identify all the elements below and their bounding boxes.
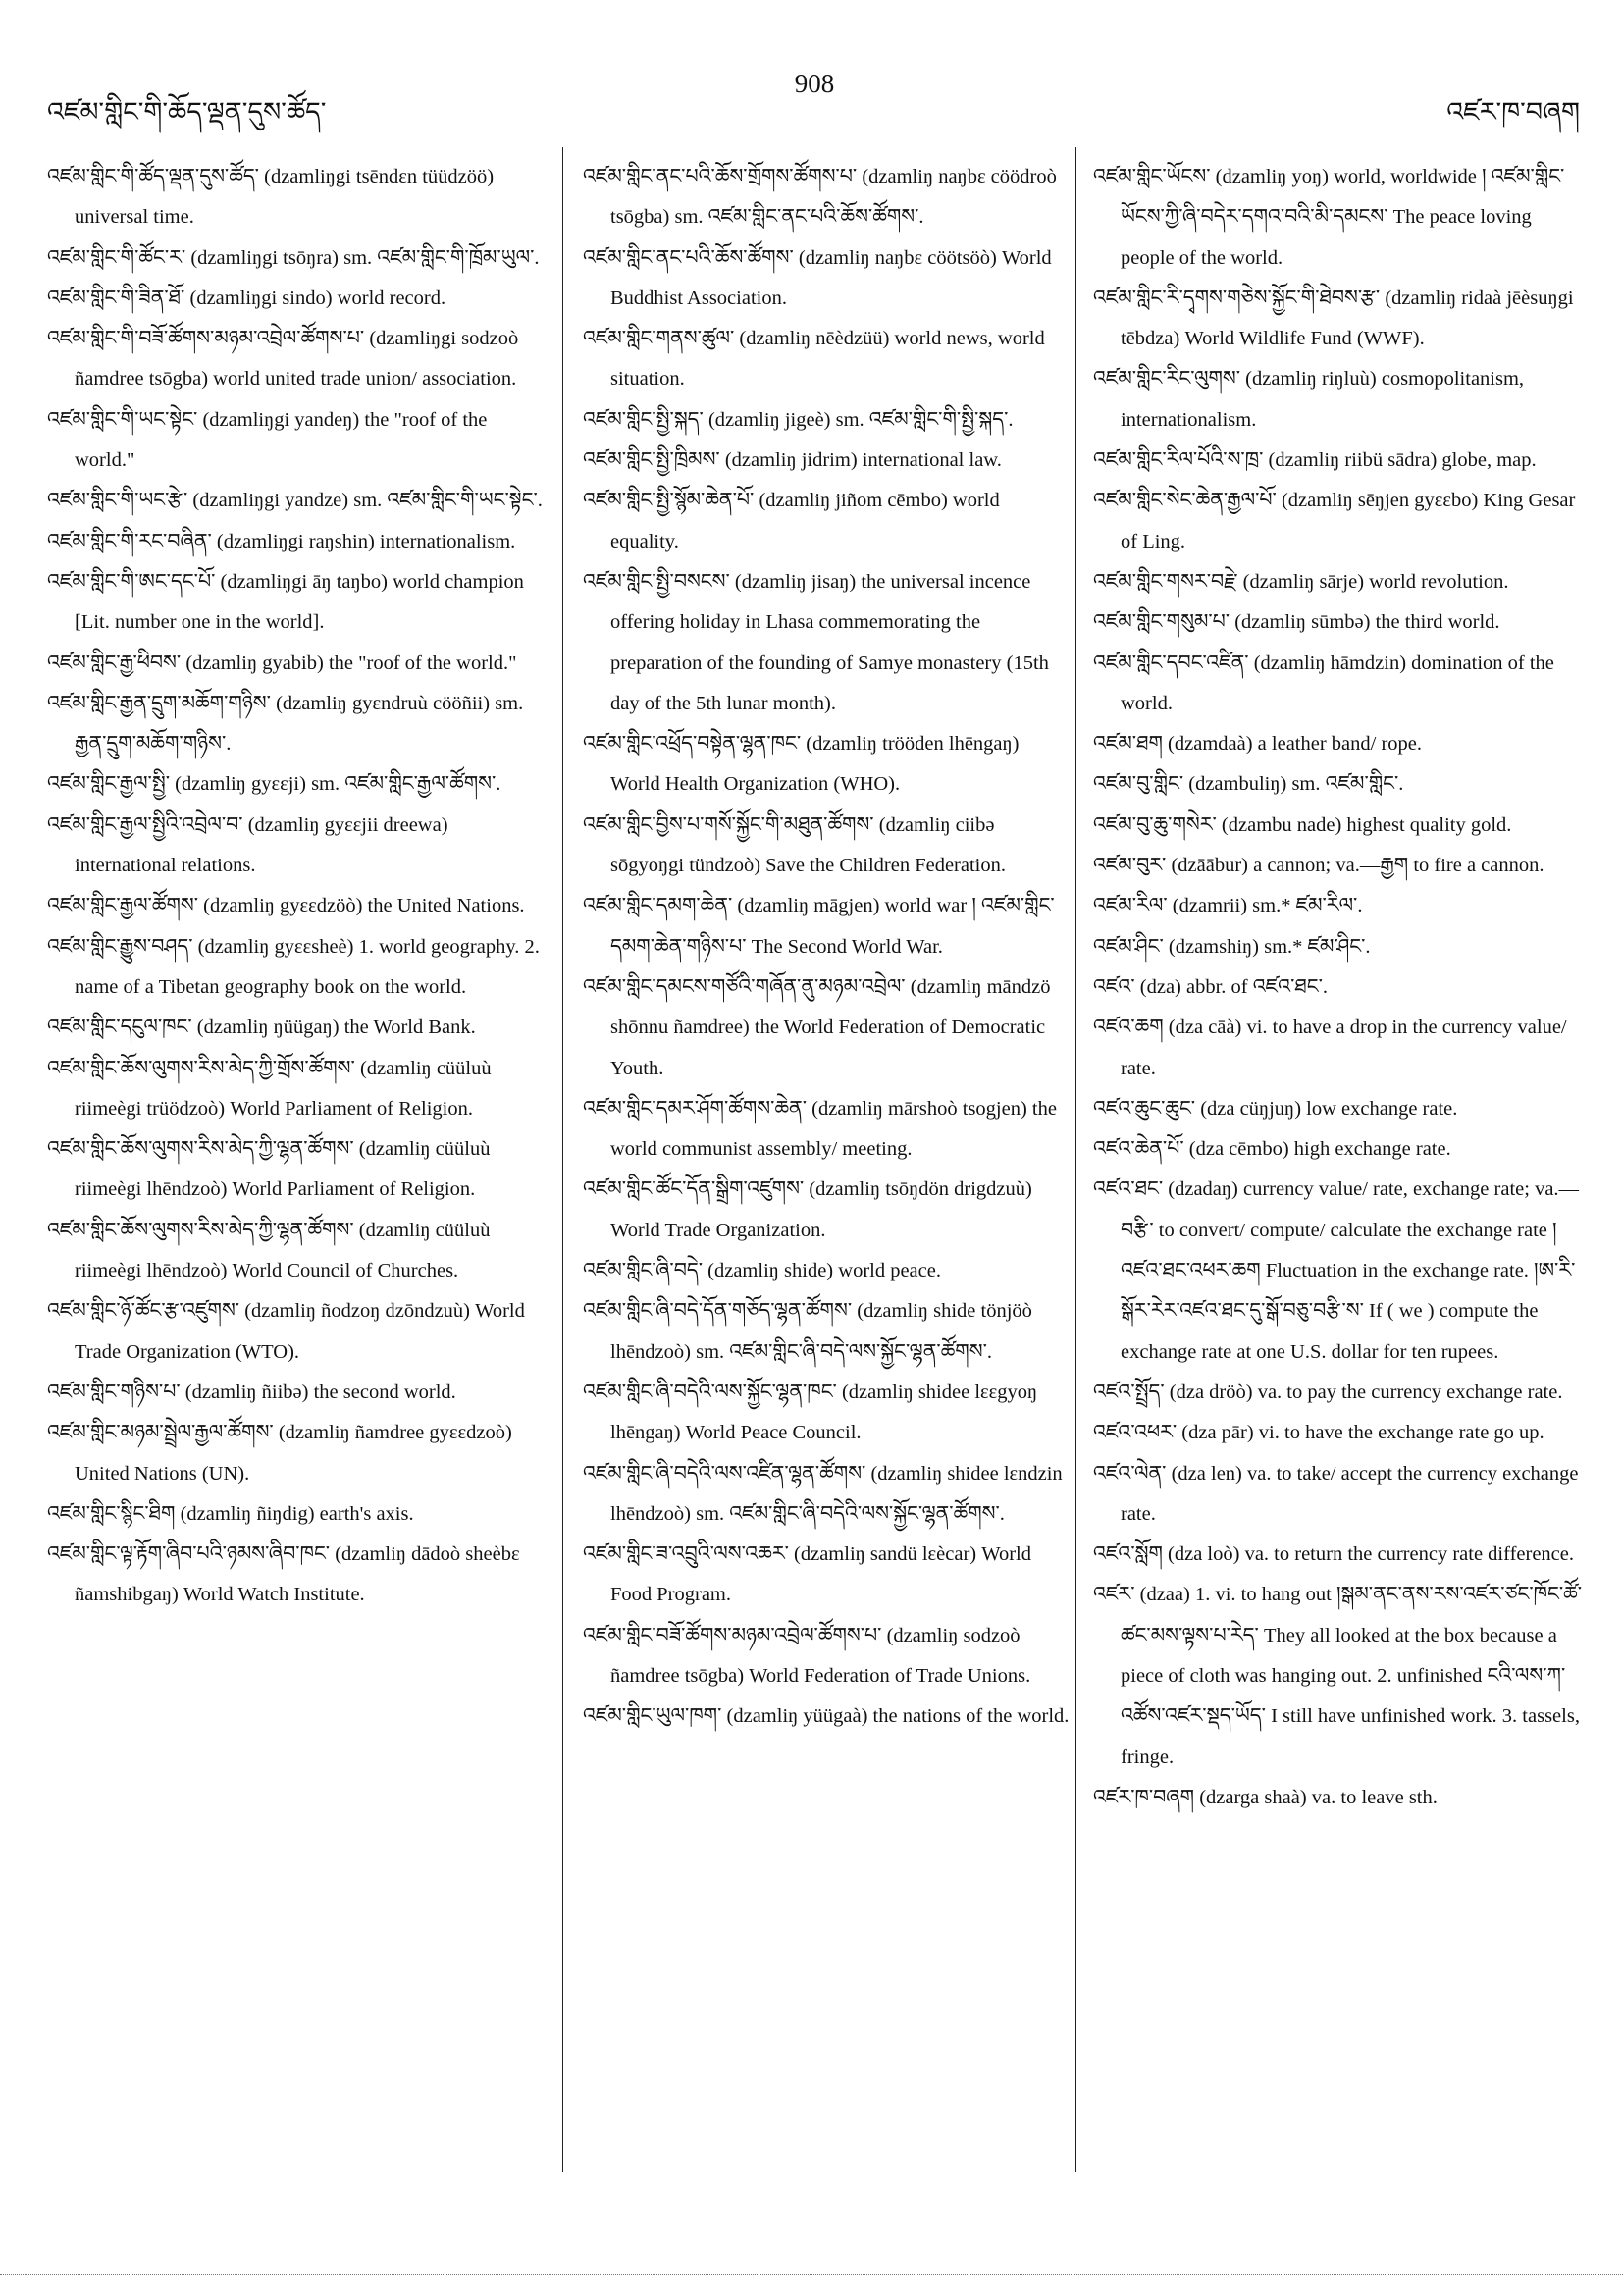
dictionary-entry: འཛམ་གླིང་རི་དྭགས་གཅེས་སྐྱོང་གི་ཐེབས་རྩ་ (dzamliŋ ridaà jēèsuŋgi tēbdza) World Wildlife Fund (WWF).: [1093, 287, 1574, 350]
dictionary-entry: འཛམ་གླིང་གཉིས་པ་ (dzamliŋ ñiibə) the second world.: [47, 1381, 456, 1403]
dictionary-entry: འཛམ་གླིང་སྤྱི་བསངས་ (dzamliŋ jisaŋ) the universal incence offering holiday in Lhasa commemorating the preparation of the founding of Samye monastery (15th day of the 5th lunar month).: [583, 570, 1049, 714]
dictionary-entry: འཛམ་ཤིང་ (dzamshiŋ) sm.* ཛམ་ཤིང་.: [1093, 935, 1371, 958]
dictionary-entry: འཛམ་གླིང་རྒྱ་ཕིབས་ (dzamliŋ gyabib) the "roof of the world.": [47, 652, 517, 674]
dictionary-entry: འཛམ་གླིང་ལྟ་རྟོག་ཞིབ་པའི་ཉམས་ཞིབ་ཁང་ (dzamliŋ dādoò sheèbɛ ñamshibgaŋ) World Watch Institute.: [47, 1543, 520, 1606]
dictionary-entry: འཛམ་གླིང་རྒྱུས་བཤད་ (dzamliŋ gyɛɛsheè) 1. world geography. 2. name of a Tibetan geography book on the world.: [47, 935, 540, 998]
column-1: [47, 157, 550, 1616]
dictionary-entry: འཛའ་སློག (dza loò) va. to return the currency rate difference.: [1093, 1543, 1574, 1566]
dictionary-entry: འཛམ་གླིང་སྤྱི་སྐད་ (dzamliŋ jigeè) sm. འཛམ་གླིང་གི་སྤྱི་སྐད་.: [583, 408, 1014, 431]
dictionary-entry: འཛམ་གླིང་རྒྱལ་སྤྱི་ (dzamliŋ gyɛɛji) sm. འཛམ་གླིང་རྒྱལ་ཚོགས་.: [47, 773, 501, 796]
dictionary-entry: འཛའ་ཆུང་ཆུང་ (dza cüŋjuŋ) low exchange rate.: [1093, 1097, 1458, 1120]
bottom-scan-edge: [0, 2274, 1623, 2275]
dictionary-entry: འཛམ་གླིང་ཡུལ་ཁག་ (dzamliŋ yüügaà) the nations of the world.: [583, 1705, 1070, 1728]
dictionary-entry: འཛམ་གླིང་རྒྱལ་སྤྱིའི་འབྲེལ་བ་ (dzamliŋ gyɛɛjii dreewa) international relations.: [47, 813, 448, 877]
running-head-left: འཛམ་གླིང་གི་ཆོད་ལྡན་དུས་ཚོད་: [47, 97, 327, 127]
dictionary-entry: འཛམ་བུར་ (dzāābur) a cannon; va.—རྒྱག to fire a cannon.: [1093, 855, 1544, 877]
dictionary-entry: འཛམ་བུ་གླིང་ (dzambuliŋ) sm. འཛམ་གླིང་.: [1093, 773, 1404, 796]
dictionary-entry: འཛམ་གླིང་སྤྱི་ཁྲིམས་ (dzamliŋ jidrim) international law.: [583, 449, 1002, 472]
dictionary-entry: འཛམ་གླིང་ཞི་བདེའི་ལས་འཛིན་ལྷན་ཚོགས་ (dzamliŋ shidee lɛndzin lhēndzoò) sm. འཛམ་གླིང་ཞི་བདེའི་ལས་སྐྱོང་ལྷན་ཚོགས་.: [583, 1462, 1063, 1525]
dictionary-entry: འཛའ་འཕར་ (dza pār) vi. to have the exchange rate go up.: [1093, 1422, 1544, 1444]
dictionary-entry: འཛམ་གླིང་དམངས་གཙོའི་གཞོན་ནུ་མཉམ་འབྲེལ་ (dzamliŋ māndzö shōnnu ñamdree) the World Federation of Democratic Youth.: [583, 975, 1051, 1079]
dictionary-entry: འཛམ་བུ་ཆུ་གསེར་ (dzambu nade) highest quality gold.: [1093, 813, 1512, 836]
dictionary-entry: འཛམ་ཐག (dzamdaà) a leather band/ rope.: [1093, 733, 1423, 756]
column-3: [1093, 157, 1584, 1818]
dictionary-entry: འཛམ་གླིང་དམག་ཆེན་ (dzamliŋ māgjen) world war ། འཛམ་གླིང་དམག་ཆེན་གཉིས་པ་ The Second World War.: [583, 895, 1055, 958]
dictionary-entry: འཛམ་གླིང་རིང་ལུགས་ (dzamliŋ riŋluù) cosmopolitanism, internationalism.: [1093, 368, 1525, 431]
dictionary-entry: འཛམ་གླིང་གི་ཡང་སྟེང་ (dzamliŋgi yandeŋ) the "roof of the world.": [47, 408, 488, 472]
dictionary-entry: འཛམ་གླིང་གནས་ཚུལ་ (dzamliŋ nēèdzüü) world news, world situation.: [583, 328, 1045, 391]
dictionary-entry: འཛམ་གླིང་ཞི་བདེ་ (dzamliŋ shide) world peace.: [583, 1260, 941, 1282]
dictionary-entry: འཛམ་གླིང་རྒྱན་དྲུག་མཆོག་གཉིས་ (dzamliŋ gyɛndruù cööñii) sm. རྒྱན་དྲུག་མཆོག་གཉིས་.: [47, 692, 524, 756]
dictionary-entry: འཛའ་ཐང་ (dzadaŋ) currency value/ rate, exchange rate; va.— བརྩི་ to convert/ compute/ calculate the exchange rate །འཛའ་ཐང་འཕར་ཆག Fluctuation in the exchange rate. །ཨ་རི་སྒོར་རེར་འཛའ་ཐང་དུ་སྒོ་བཅུ་བརྩི་ས་ If ( we ) compute the exchange rate at one U.S. dollar for ten rupees.: [1093, 1178, 1580, 1363]
dictionary-entry: འཛམ་གླིང་གི་ཚོད་ལྡན་དུས་ཚོད་ (dzamliŋgi tsēndɛn tüüdzöö) universal time.: [47, 166, 495, 229]
dictionary-entry: འཛར་ (dzaa) 1. vi. to hang out །སྒམ་ནང་ནས་རས་འཛར་ཙང་ཁོང་ཚོ་ཚང་མས་ལྟས་པ་རེད་ They all looked at the box because a piece of cloth was hanging out. 2. unfinished ངའི་ལས་ཀ་འཚོས་འཛར་སྡད་ཡོད་ I still have unfinished work. 3. tassels, fringe.: [1093, 1584, 1583, 1768]
dictionary-entry: འཛམ་གླིང་གསུམ་པ་ (dzamliŋ sūmbə) the third world.: [1093, 611, 1500, 634]
dictionary-entry: འཛམ་གླིང་ཟ་འབྲུའི་ལས་འཆར་ (dzamliŋ sandü lɛècar) World Food Program.: [583, 1543, 1031, 1606]
column-divider-1: [562, 147, 563, 2172]
dictionary-entry: འཛམ་གླིང་གསར་བརྗེ་ (dzamliŋ sārje) world revolution.: [1093, 570, 1509, 593]
dictionary-entry: འཛམ་གླིང་གི་ཡང་རྩེ་ (dzamliŋgi yandze) sm. འཛམ་གླིང་གི་ཡང་སྟེང་.: [47, 490, 543, 512]
dictionary-entry: འཛམ་གླིང་གི་ཟིན་ཐོ་ (dzamliŋgi sindo) world record.: [47, 287, 446, 309]
dictionary-entry: འཛའ་སྤྲོད་ (dza dröò) va. to pay the currency exchange rate.: [1093, 1381, 1563, 1403]
dictionary-entry: འཛམ་གླིང་རྒྱལ་ཚོགས་ (dzamliŋ gyɛɛdzöò) the United Nations.: [47, 895, 525, 917]
page-number: 908: [794, 69, 835, 98]
dictionary-entry: འཛའ་ (dza) abbr. of འཛའ་ཐང་.: [1093, 975, 1329, 998]
dictionary-entry: འཛམ་གླིང་འཕྲོད་བསྟེན་ལྷན་ཁང་ (dzamliŋ trööden lhēngaŋ) World Health Organization (WHO).: [583, 733, 1020, 796]
dictionary-entry: འཛམ་གླིང་ཡོངས་ (dzamliŋ yoŋ) world, worldwide ། འཛམ་གླིང་ཡོངས་ཀྱི་ཞི་བདེར་དགའ་བའི་མི་དམངས་ The peace loving people of the world.: [1093, 166, 1565, 269]
dictionary-entry: འཛར་ཁ་བཞག (dzarga shaà) va. to leave sth.: [1093, 1786, 1438, 1808]
column-divider-2: [1075, 147, 1076, 2172]
column-2: [583, 157, 1072, 1738]
dictionary-entry: འཛམ་གླིང་ཆོས་ལུགས་རིས་མེད་ཀྱི་ལྷན་ཚོགས་ (dzamliŋ cüüluù riimeègi lhēndzoò) World Council of Churches.: [47, 1219, 491, 1282]
dictionary-entry: འཛམ་གླིང་སྙིང་ཐིག (dzamliŋ ñiŋdig) earth's axis.: [47, 1502, 414, 1525]
dictionary-entry: འཛམ་གླིང་གི་ཨང་དང་པོ་ (dzamliŋgi āŋ taŋbo) world champion [Lit. number one in the world].: [47, 570, 524, 634]
dictionary-entry: འཛམ་རིལ་ (dzamrii) sm.* ཛམ་རིལ་.: [1093, 895, 1363, 917]
dictionary-entry: འཛམ་གླིང་སེང་ཆེན་རྒྱལ་པོ་ (dzamliŋ sēŋjen gyɛɛbo) King Gesar of Ling.: [1093, 490, 1576, 552]
dictionary-entry: འཛམ་གླིང་ནང་པའི་ཆོས་ཚོགས་ (dzamliŋ naŋbɛ cöötsöò) World Buddhist Association.: [583, 246, 1052, 309]
dictionary-entry: འཛམ་གླིང་གི་ཚོང་ར་ (dzamliŋgi tsōŋra) sm. འཛམ་གླིང་གི་ཁྲོམ་ཡུལ་.: [47, 246, 540, 269]
dictionary-entry: འཛམ་གླིང་གི་རང་བཞིན་ (dzamliŋgi raŋshin) internationalism.: [47, 530, 516, 552]
dictionary-entry: འཛམ་གླིང་དབང་འཛིན་ (dzamliŋ hāmdzin) domination of the world.: [1093, 652, 1554, 714]
dictionary-entry: འཛམ་གླིང་དངུལ་ཁང་ (dzamliŋ ŋüügaŋ) the World Bank.: [47, 1017, 476, 1039]
dictionary-entry: འཛམ་གླིང་ཞི་བདེའི་ལས་སྐྱོང་ལྷན་ཁང་ (dzamliŋ shidee lɛɛgyoŋ lhēngaŋ) World Peace Council.: [583, 1381, 1038, 1444]
dictionary-entry: འཛམ་གླིང་མཉམ་སྦྲེལ་རྒྱལ་ཚོགས་ (dzamliŋ ñamdree gyɛɛdzoò) United Nations (UN).: [47, 1422, 512, 1485]
dictionary-entry: འཛའ་ཆེན་པོ་ (dza cēmbo) high exchange rate.: [1093, 1138, 1451, 1161]
dictionary-entry: འཛམ་གླིང་བྱིས་པ་གསོ་སྐྱོང་གི་མཐུན་ཚོགས་ (dzamliŋ ciibə sōgyoŋgi tündzoò) Save the Children Federation.: [583, 813, 1006, 877]
dictionary-entry: འཛམ་གླིང་ཞི་བདེ་དོན་གཅོད་ལྷན་ཚོགས་ (dzamliŋ shide tönjöò lhēndzoò) sm. འཛམ་གླིང་ཞི་བདེ་ལས་སྐྱོང་ལྷན་ཚོགས་.: [583, 1300, 1032, 1363]
dictionary-entry: འཛམ་གླིང་ཆོས་ལུགས་རིས་མེད་ཀྱི་ལྷན་ཚོགས་ (dzamliŋ cüüluù riimeègi lhēndzoò) World Parliament of Religion.: [47, 1138, 491, 1201]
running-head-right: འཛར་ཁ་བཞག: [1446, 97, 1580, 127]
dictionary-entry: འཛམ་གླིང་ཆོས་ལུགས་རིས་མེད་ཀྱི་གྲོས་ཚོགས་ (dzamliŋ cüüluù riimeègi trüödzoò) World Parliament of Religion.: [47, 1057, 492, 1120]
dictionary-entry: འཛམ་གླིང་ཚོང་དོན་སྒྲིག་འཛུགས་ (dzamliŋ tsōŋdön drigdzuù) World Trade Organization.: [583, 1178, 1032, 1241]
dictionary-entry: འཛམ་གླིང་ནང་པའི་ཆོས་གྲོགས་ཚོགས་པ་ (dzamliŋ naŋbɛ cöödroò tsōgba) sm. འཛམ་གླིང་ནང་པའི་ཆོས་ཚོགས་.: [583, 166, 1057, 229]
dictionary-entry: འཛམ་གླིང་ཉོ་ཚོང་རྩ་འཛུགས་ (dzamliŋ ñodzoŋ dzōndzuù) World Trade Organization (WTO).: [47, 1300, 525, 1363]
dictionary-entry: འཛམ་གླིང་རིལ་པོའི་ས་ཁྲ་ (dzamliŋ riibü sādra) globe, map.: [1093, 449, 1537, 472]
dictionary-entry: འཛའ་ལེན་ (dza len) va. to take/ accept the currency exchange rate.: [1093, 1462, 1579, 1525]
dictionary-entry: འཛམ་གླིང་བཟོ་ཚོགས་མཉམ་འབྲེལ་ཚོགས་པ་ (dzamliŋ sodzoò ñamdree tsōgba) World Federation of Trade Unions.: [583, 1624, 1031, 1687]
dictionary-entry: འཛམ་གླིང་གི་བཟོ་ཚོགས་མཉམ་འབྲེལ་ཚོགས་པ་ (dzamliŋgi sodzoò ñamdree tsōgba) world united trade union/ association.: [47, 328, 519, 391]
dictionary-entry: འཛམ་གླིང་སྤྱི་སྙོམ་ཆེན་པོ་ (dzamliŋ jiñom cēmbo) world equality.: [583, 490, 1000, 552]
dictionary-entry: འཛའ་ཆག (dza cāà) vi. to have a drop in the currency value/ rate.: [1093, 1017, 1567, 1079]
dictionary-entry: འཛམ་གླིང་དམར་ཤོག་ཚོགས་ཆེན་ (dzamliŋ mārshoò tsogjen) the world communist assembly/ meeting.: [583, 1097, 1057, 1161]
